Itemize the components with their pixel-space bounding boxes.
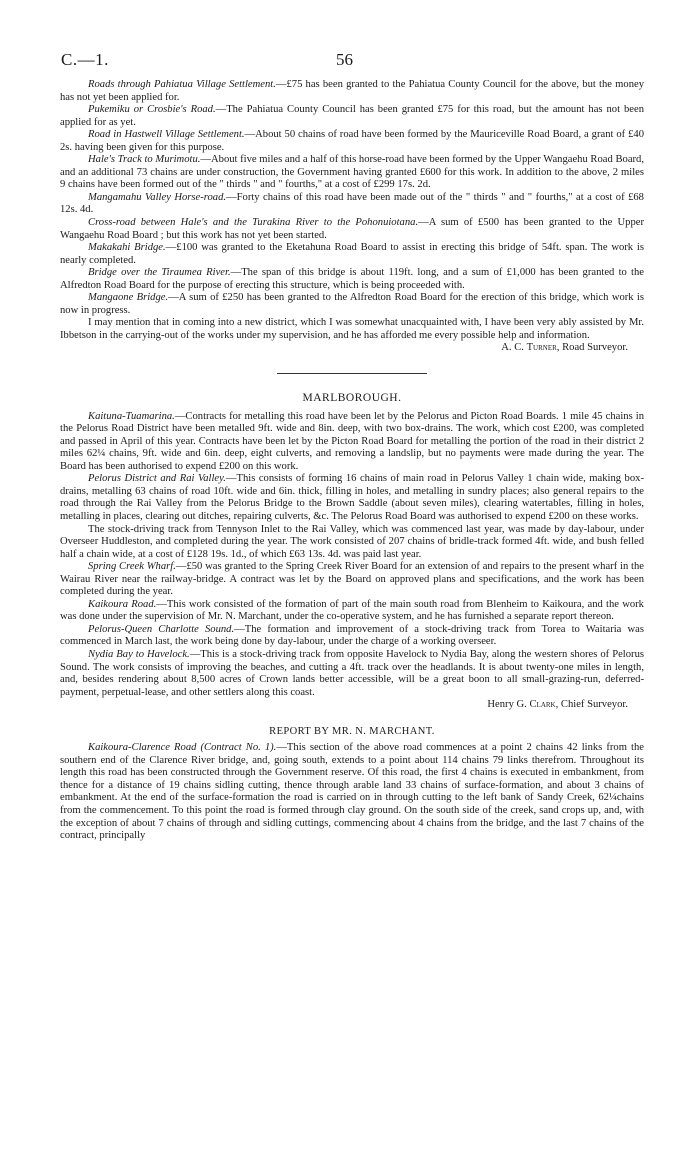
paragraph-text: The stock-driving track from Tennyson Inlet to the Rai Valley, which was commenced last year, was made by day-labour, under Overseer Huddleston, and completed during the year. The work consisted of 207 chains of bridle-track formed 4ft. wide, and bush felled half a chain wide, at a cost of £128 19s. 1d., of which £63 13s. 4d. was paid last year. [60, 523, 644, 560]
paragraph-title: Pelorus District and Rai Valley. [88, 473, 226, 485]
paragraph [60, 129, 644, 154]
paragraph [60, 154, 644, 192]
marlborough-report [60, 411, 644, 700]
paragraph-title: Kaituna-Tuamarina. [88, 410, 175, 422]
paragraph-title: Makakahi Bridge. [88, 242, 166, 254]
paragraph [60, 317, 644, 342]
document-body [60, 79, 644, 843]
paragraph-title: Bridge over the Tiraumea River. [88, 267, 231, 279]
section-divider [277, 373, 427, 374]
paragraph-title: Mangamahu Valley Horse-road. [88, 191, 227, 203]
paragraph-text: —About five miles and a half of this horse-road have been formed by the Upper Wangaehu Road Board, and an additional 73 chains are under construction, the Government having granted £600 for this work. In addition to the above, 2 miles 9 chains have been formed out of the " thirds " and " fourths," at a cost of £299 17s. 2d. [60, 154, 644, 191]
paragraph-text: —The span of this bridge is about 119ft. long, and a sum of £1,000 has been granted to the Alfredton Road Board for the purpose of erecting this structure, which is being proceeded with. [60, 267, 644, 291]
paragraph-text: —A sum of £500 has been granted to the Upper Wangaehu Road Board ; but this work has not yet been started. [60, 217, 644, 241]
paragraph [60, 599, 644, 624]
paragraph [60, 292, 644, 317]
paragraph-title: Road in Hastwell Village Settlement. [88, 129, 245, 141]
paragraph [60, 473, 644, 523]
paragraph [60, 649, 644, 699]
paragraph-title: Kaikoura-Clarence Road (Contract No. 1). [88, 742, 277, 754]
paragraph [60, 524, 644, 562]
paragraph-title: Pukemiku or Crosbie's Road. [88, 104, 216, 116]
paragraph-text: —About 50 chains of road have been formed by the Mauriceville Road Board, a grant of £40 2s. having been given for this purpose. [60, 129, 644, 153]
paragraph [60, 79, 644, 104]
paragraph-title: Cross-road between Hale's and the Turakina River to the Pohonuiotana. [88, 217, 419, 229]
paragraph-text: —This section of the above road commences at a point 2 chains 42 links from the southern end of the Clarence River bridge, and, going south, extends to a point about 114 chains 79 links therefrom. Throughout its length this road has been constructed through the Government reserve. Of this road, the first 4 chains is executed in embankment, from thence for a distance of 19 chains sidling cutting, thence through arable land 33 chains of surface-formation, and about 3 chains of embankment. At the end of the surface-formation the road is carried on in through cutting to the left bank of Sandy Creek, 62¼chains from the commencement. To this point the road is formed through clay ground. On the south side of the creek, sand crops up, and, with the exception of about 7 chains of through and sidling cuttings, commencing about 4 chains from the bridge, and the last 7 chains of the contract, principally [60, 742, 644, 842]
paragraph-text: —A sum of £250 has been granted to the Alfredton Road Board for the erection of this bridge, which work is now in progress. [60, 292, 644, 316]
paragraph [60, 742, 644, 842]
section-heading-marlborough: MARLBOROUGH. [302, 392, 402, 405]
paragraph-title: Nydia Bay to Havelock. [88, 648, 190, 660]
paragraph-title: Spring Creek Wharf. [88, 561, 176, 573]
paragraph-text: —The formation and improvement of a stock-driving track from Torea to Waitaria was commenced in March last, the work being done by day-labour, under the charge of a working overseer. [60, 623, 644, 648]
paragraph [60, 192, 644, 217]
paragraph-text: —Forty chains of this road have been made out of the " thirds " and " fourths," at a cost of £68 12s. 4d. [60, 191, 644, 216]
paragraph-text: —£50 was granted to the Spring Creek River Board for an extension of and repairs to the present wharf in the Wairau River near the railway-bridge. A contract was let by the Board on approved plans and specifications, and the work has been completed during the year. [60, 561, 644, 598]
paragraph-text: —£100 was granted to the Eketahuna Road Board to assist in erecting this bridge of 54ft. span. The work is nearly completed. [60, 242, 644, 266]
parliamentary-paper-ref: C.—1. [61, 50, 109, 69]
paragraph-title: Kaikoura Road. [88, 598, 157, 610]
road-surveyor-report [60, 79, 644, 342]
paragraph-text: —Contracts for metalling this road have been let by the Pelorus and Picton Road Boards. 1 mile 45 chains in the Pelorus Road District have been metalled 9ft. wide and 8in. deep, with two box-drains. The work, which cost £200, was completed and passed in April of this year. Contracts have been let by the Picton Road Board for metalling the portion of the road in their district 2 miles 62¼ chains, 9ft. wide and 6in. deep, eight culverts, and removing a landslip, but no payments were made during the year. The Board has been authorised to expend £200 on this work. [60, 410, 644, 472]
section-heading-marchant-report: REPORT BY MR. N. MARCHANT. [269, 725, 435, 737]
paragraph [60, 217, 644, 242]
paragraph [60, 561, 644, 599]
paragraph [60, 267, 644, 292]
paragraph-title: Pelorus-Queen Charlotte Sound. [88, 623, 235, 635]
paragraph-title: Hale's Track to Murimotu. [88, 154, 201, 166]
paragraph [60, 411, 644, 474]
signature-turner: A. C. Turner, Road Surveyor. [501, 342, 628, 354]
paragraph-text: I may mention that in coming into a new district, which I was somewhat unacquainted with, I have been very ably assisted by Mr. Ibbetson in the carrying-out of the works under my supervision, and he has afforded me every possible help and information. [60, 317, 644, 341]
paragraph [60, 242, 644, 267]
marchant-report [60, 742, 644, 842]
paragraph [60, 624, 644, 649]
signature-clark: Henry G. Clark, Chief Surveyor. [487, 699, 628, 711]
paragraph-text: —This consists of forming 16 chains of main road in Pelorus Valley 1 chain wide, making box-drains, metalling 63 chains of road 10ft. wide and 6in. thick, filling in holes, and metalling in sundry places; also general repairs to the road through the Rai Valley from the Pelorus Bridge to the Brown Saddle (about seven miles), clearing watertables, filling in holes, metalling in places, clearing out ditches, repairing culverts, &c. The Pelorus Road Board was authorised to expend £200 on these works. [60, 473, 644, 522]
paragraph-text: —This work consisted of the formation of part of the main south road from Blenheim to Kaikoura, and the work was done under the supervision of Mr. N. Marchant, under the co-operative system, and he has furnished a separate report thereon. [60, 598, 644, 623]
paragraph-title: Roads through Pahiatua Village Settlement. [88, 79, 276, 90]
paragraph-text: —This is a stock-driving track from opposite Havelock to Nydia Bay, along the western shores of Pelorus Sound. The work consists of improving the beaches, and cutting a 4ft. track over the headlands. It is about twenty-one miles in length, and, besides rendering about 8,500 acres of Crown lands better accessible, will be a great boon to all small-grazing-run, deferred-payment, perpetual-lease, and other settlers along this coast. [60, 648, 644, 698]
paragraph [60, 104, 644, 129]
page-number: 56 [336, 50, 353, 69]
paragraph-text: —£75 has been granted to the Pahiatua County Council for the above, but the money has not yet been applied for. [60, 79, 644, 103]
paragraph-text: —The Pahiatua County Council has been granted £75 for this road, but the amount has not been applied for as yet. [60, 104, 644, 128]
paragraph-title: Mangaone Bridge. [88, 292, 169, 304]
